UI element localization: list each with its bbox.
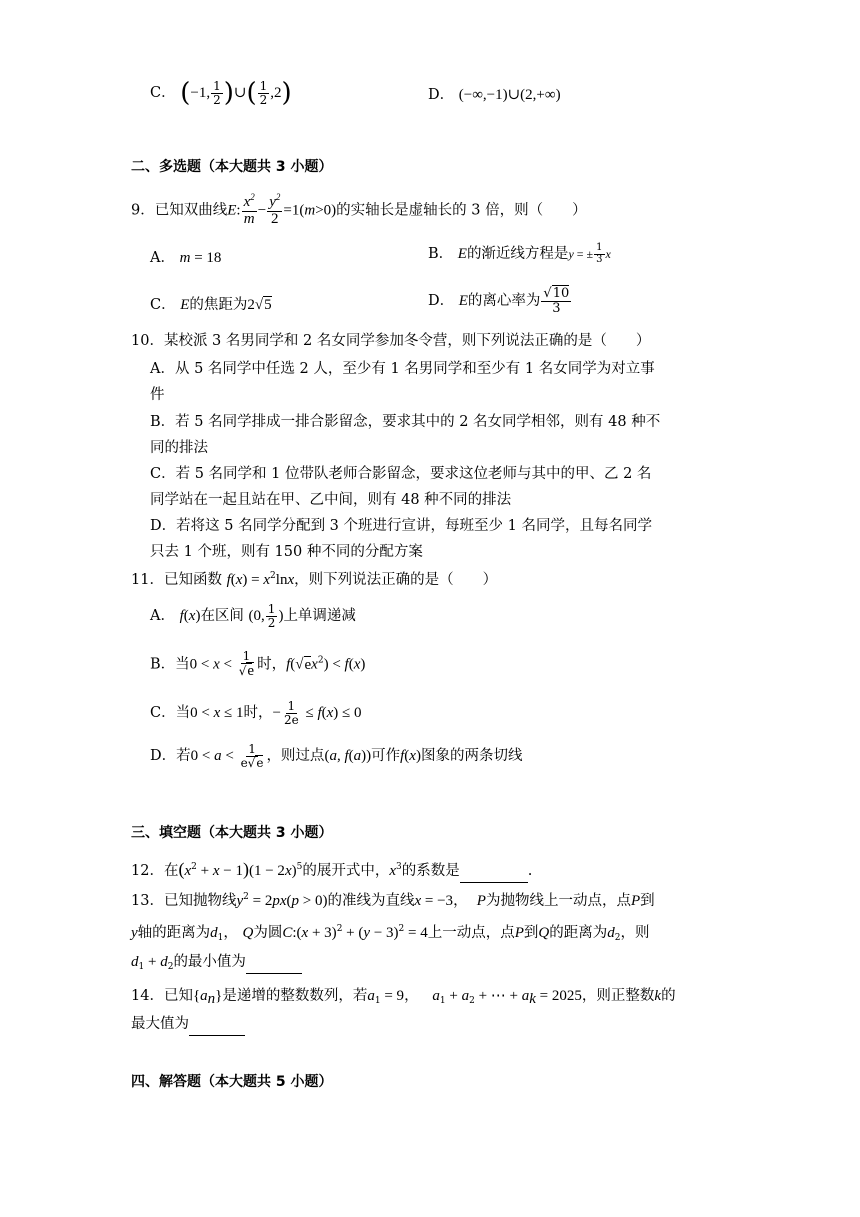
q9-option-a: A． m = 18: [150, 250, 222, 266]
q11-stem: 11．已知函数 $f(x) = x^2\ln x$，则下列说法正确的是（ ）: [131, 571, 498, 588]
q11-option-b: B．当0 < x < $\frac{1}{√e}$ 时，$f(√ex^2) < f(x)$: [150, 649, 366, 679]
q12: 12．在$(x^2 + x - 1)(1 - 2x)^5$的展开式中，$x^3$的系数是 .: [131, 858, 532, 883]
q10-option-d-line1: D．若将这 5 名同学分配到 3 个班进行宣讲，每班至少 1 名同学，且每名同学: [150, 518, 652, 534]
q9-stem: 9．已知双曲线E: $\frac{x^2}{m}$ − $\frac{y^2}{2}$ =1(m>0)的实轴长是虚轴长的 3 倍，则（ ）: [131, 192, 587, 227]
q14-line2: 最大值为: [131, 1015, 245, 1036]
section-fill-in-heading: 三、填空题（本大题共 3 小题）: [131, 825, 333, 841]
q10-option-a-line1: A．从 5 名同学中任选 2 人，至少有 1 名男同学和至少有 1 名女同学为对立事: [150, 361, 655, 377]
q10-option-c-line1: C．若 5 名同学和 1 位带队老师合影留念，要求这位老师与其中的甲、乙 2 名: [150, 466, 652, 482]
q11-option-d: D．若0 < a < $\frac{1}{e√e}$ ，则过点(a, f(a))可作f(x)图象的两条切线: [150, 742, 523, 770]
q11-option-c: C．当0 < x ≤ 1时，− $\frac{1}{2e}$ ≤ f(x) ≤ 0: [150, 699, 362, 727]
q10-option-a-line2: 件: [150, 387, 165, 403]
q10-option-d-line2: 只去 1 个班，则有 150 种不同的分配方案: [150, 544, 423, 560]
q9-option-d: D． E的离心率为 $\frac{√10}{3}$: [428, 286, 570, 316]
q13-answer-blank[interactable]: [246, 955, 302, 974]
q12-answer-blank[interactable]: [460, 864, 528, 883]
section-answer-heading: 四、解答题（本大题共 5 小题）: [131, 1074, 333, 1090]
q8-option-d: D． (−∞,−1)∪(2,+∞): [428, 87, 561, 103]
q13-line3: $d_1 + d_2$的最小值为: [131, 953, 302, 974]
q9-option-c: C． E的焦距为2√5: [150, 297, 272, 313]
q13-line2: y轴的距离为$d_1$， Q为圆C:(x + $3)^2 + (y - 3)^2 = 4$上一动点，点P到Q的距离为$d_2$，则: [131, 924, 650, 943]
q13-line1: 13．已知抛物线$y^2 = 2px(p > 0)$的准线为直线x = −3， P为抛物线上一动点，点P到: [131, 892, 655, 909]
q9-option-b: B． E的渐近线方程是y = ± $\frac{1}{3}$ x: [428, 242, 611, 265]
q10-stem: 10．某校派 3 名男同学和 2 名女同学参加冬令营，则下列说法正确的是（ ）: [131, 333, 651, 349]
q11-option-a: A． f(x)在区间 (0, $\frac{1}{2}$ )上单调递减: [150, 602, 356, 630]
q10-option-b-line1: B．若 5 名同学排成一排合影留念，要求其中的 2 名女同学相邻，则有 48 种不: [150, 414, 661, 430]
q10-option-c-line2: 同学站在一起且站在甲、乙中间，则有 48 种不同的排法: [150, 492, 512, 508]
section-multi-choice-heading: 二、多选题（本大题共 3 小题）: [131, 159, 333, 175]
q14-line1: 14．已知$\{a_n\}$是递增的整数数列，若$a_1 = 9$， $a_1 + a_2$ + ⋯ + $a_k = 2025$，则正整数k的: [131, 988, 676, 1007]
q8-option-c: C． (−1, $\frac{1}{2}$ )∪( $\frac{1}{2}$ ,2): [150, 78, 292, 109]
q10-option-b-line2: 同的排法: [150, 440, 208, 456]
q14-answer-blank[interactable]: [189, 1017, 245, 1036]
